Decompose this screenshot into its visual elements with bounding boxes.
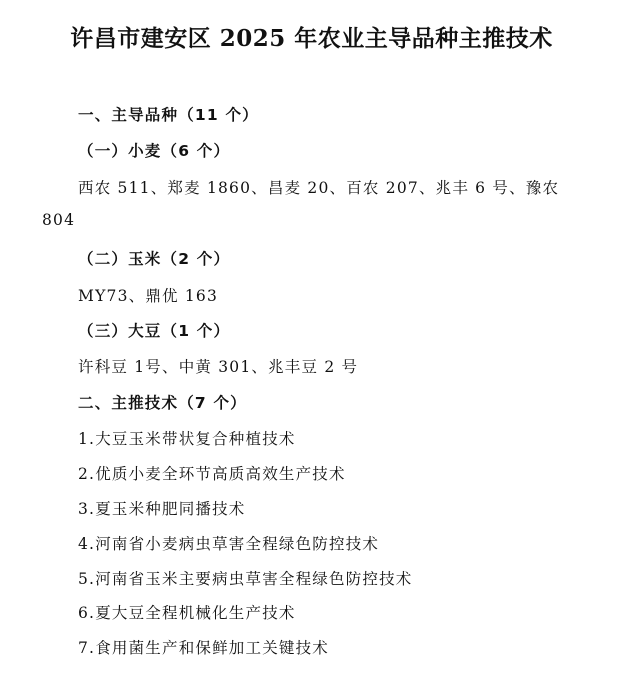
soybean-varieties-text: 许科豆 1号、中黄 301、兆丰豆 2 号 (78, 358, 359, 376)
technology-item: 3.夏玉米种肥同播技术 (78, 500, 246, 518)
technology-item: 5.河南省玉米主要病虫草害全程绿色防控技术 (78, 570, 413, 588)
section-heading-main-technologies: 二、主推技术（7 个） (78, 394, 247, 412)
wheat-varieties-continuation: 804 (42, 211, 76, 229)
technology-item: 2.优质小麦全环节高质高效生产技术 (78, 465, 346, 483)
technology-item: 1.大豆玉米带状复合种植技术 (78, 430, 296, 448)
corn-varieties-text: MY73、鼎优 163 (78, 287, 219, 305)
subsection-label-wheat: （一）小麦（6 个） (78, 142, 231, 160)
subsection-label-corn: （二）玉米（2 个） (78, 250, 231, 268)
document-title: 许昌市建安区 2025 年农业主导品种主推技术 (70, 25, 553, 52)
section-heading-main-varieties: 一、主导品种（11 个） (78, 106, 259, 124)
subsection-label-soybean: （三）大豆（1 个） (78, 322, 231, 340)
technology-item: 4.河南省小麦病虫草害全程绿色防控技术 (78, 535, 380, 553)
technology-item: 6.夏大豆全程机械化生产技术 (78, 604, 296, 622)
technology-item: 7.食用菌生产和保鲜加工关键技术 (78, 639, 329, 657)
wheat-varieties-text: 西农 511、郑麦 1860、昌麦 20、百农 207、兆丰 6 号、豫农 (78, 179, 560, 197)
